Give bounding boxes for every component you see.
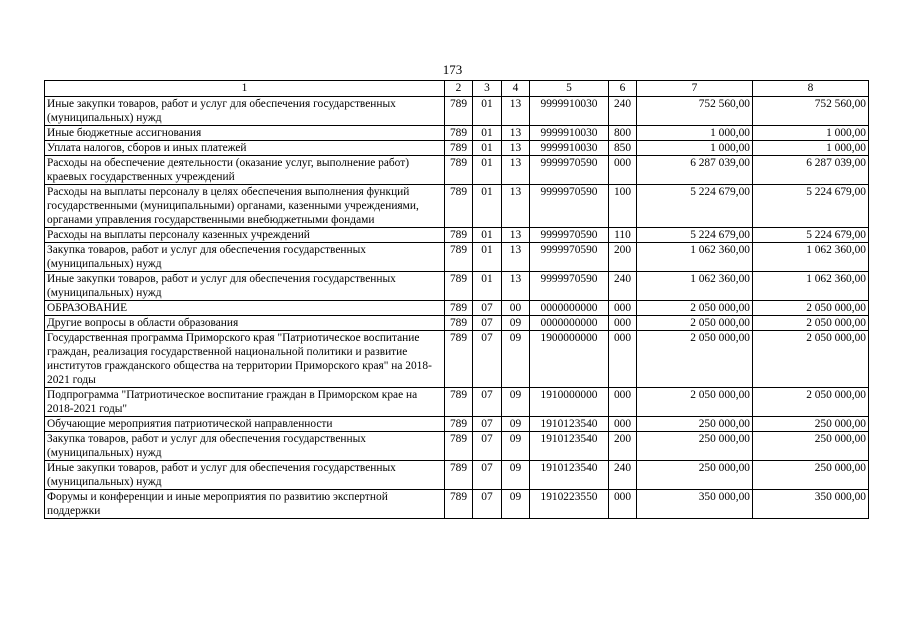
row-code-4: 13 bbox=[502, 243, 530, 272]
table-row bbox=[45, 272, 869, 301]
table-row bbox=[45, 432, 869, 461]
row-code-4: 13 bbox=[502, 272, 530, 301]
row-amount-8: 5 224 679,00 bbox=[753, 185, 869, 228]
row-amount-7: 250 000,00 bbox=[637, 417, 753, 432]
row-code-2: 789 bbox=[445, 432, 473, 461]
row-name: Государственная программа Приморского края "Патриотическое воспитание граждан, реализация государственной национальной политики и развитие институтов гражданского общества на территории Приморского края" на 2018-2021 годы bbox=[45, 331, 445, 388]
row-amount-8: 2 050 000,00 bbox=[753, 316, 869, 331]
row-code-5: 0000000000 bbox=[530, 301, 609, 316]
table-row bbox=[45, 156, 869, 185]
row-code-4: 09 bbox=[502, 417, 530, 432]
row-name: Иные закупки товаров, работ и услуг для обеспечения государственных (муниципальных) нужд bbox=[45, 272, 445, 301]
row-amount-7: 2 050 000,00 bbox=[637, 331, 753, 388]
row-amount-8: 1 000,00 bbox=[753, 126, 869, 141]
row-code-2: 789 bbox=[445, 490, 473, 519]
row-code-3: 01 bbox=[473, 272, 502, 301]
row-name: Иные бюджетные ассигнования bbox=[45, 126, 445, 141]
row-code-4: 09 bbox=[502, 432, 530, 461]
row-amount-8: 6 287 039,00 bbox=[753, 156, 869, 185]
row-code-6: 240 bbox=[609, 461, 637, 490]
row-code-4: 09 bbox=[502, 461, 530, 490]
row-code-3: 01 bbox=[473, 97, 502, 126]
row-code-3: 01 bbox=[473, 156, 502, 185]
row-code-3: 01 bbox=[473, 185, 502, 228]
row-name: Закупка товаров, работ и услуг для обеспечения государственных (муниципальных) нужд bbox=[45, 243, 445, 272]
row-amount-7: 2 050 000,00 bbox=[637, 316, 753, 331]
row-code-4: 09 bbox=[502, 316, 530, 331]
column-header: 8 bbox=[753, 81, 869, 97]
table-row bbox=[45, 243, 869, 272]
row-name: Расходы на выплаты персоналу казенных учреждений bbox=[45, 228, 445, 243]
row-code-6: 240 bbox=[609, 97, 637, 126]
row-amount-7: 350 000,00 bbox=[637, 490, 753, 519]
row-code-6: 200 bbox=[609, 432, 637, 461]
row-code-2: 789 bbox=[445, 126, 473, 141]
row-code-4: 13 bbox=[502, 97, 530, 126]
row-amount-8: 2 050 000,00 bbox=[753, 301, 869, 316]
row-amount-8: 5 224 679,00 bbox=[753, 228, 869, 243]
row-code-2: 789 bbox=[445, 243, 473, 272]
row-code-2: 789 bbox=[445, 331, 473, 388]
table-row bbox=[45, 461, 869, 490]
table-row bbox=[45, 490, 869, 519]
row-code-2: 789 bbox=[445, 141, 473, 156]
row-amount-8: 1 000,00 bbox=[753, 141, 869, 156]
table-row bbox=[45, 185, 869, 228]
row-code-5: 9999970590 bbox=[530, 228, 609, 243]
row-amount-7: 250 000,00 bbox=[637, 461, 753, 490]
row-code-4: 09 bbox=[502, 388, 530, 417]
row-amount-8: 250 000,00 bbox=[753, 417, 869, 432]
row-amount-8: 250 000,00 bbox=[753, 432, 869, 461]
row-code-5: 1900000000 bbox=[530, 331, 609, 388]
row-amount-7: 250 000,00 bbox=[637, 432, 753, 461]
row-amount-7: 1 062 360,00 bbox=[637, 272, 753, 301]
row-code-5: 9999910030 bbox=[530, 97, 609, 126]
row-amount-8: 1 062 360,00 bbox=[753, 272, 869, 301]
row-code-6: 000 bbox=[609, 301, 637, 316]
row-code-6: 200 bbox=[609, 243, 637, 272]
row-name: Форумы и конференции и иные мероприятия по развитию экспертной поддержки bbox=[45, 490, 445, 519]
row-name: Иные закупки товаров, работ и услуг для обеспечения государственных (муниципальных) нужд bbox=[45, 461, 445, 490]
column-header: 2 bbox=[445, 81, 473, 97]
row-amount-8: 250 000,00 bbox=[753, 461, 869, 490]
row-amount-8: 2 050 000,00 bbox=[753, 388, 869, 417]
row-amount-7: 6 287 039,00 bbox=[637, 156, 753, 185]
row-code-3: 07 bbox=[473, 331, 502, 388]
row-code-4: 09 bbox=[502, 331, 530, 388]
budget-table bbox=[44, 80, 869, 519]
row-code-4: 13 bbox=[502, 156, 530, 185]
table-header-row bbox=[45, 81, 869, 97]
row-code-5: 1910223550 bbox=[530, 490, 609, 519]
column-header: 5 bbox=[530, 81, 609, 97]
row-code-4: 13 bbox=[502, 185, 530, 228]
row-code-5: 9999910030 bbox=[530, 141, 609, 156]
row-code-3: 01 bbox=[473, 228, 502, 243]
row-code-5: 0000000000 bbox=[530, 316, 609, 331]
table-row bbox=[45, 331, 869, 388]
column-header: 1 bbox=[45, 81, 445, 97]
row-code-2: 789 bbox=[445, 185, 473, 228]
row-code-3: 07 bbox=[473, 316, 502, 331]
row-code-5: 9999970590 bbox=[530, 156, 609, 185]
row-amount-7: 1 000,00 bbox=[637, 126, 753, 141]
row-code-6: 800 bbox=[609, 126, 637, 141]
row-code-2: 789 bbox=[445, 417, 473, 432]
row-code-2: 789 bbox=[445, 316, 473, 331]
row-code-3: 07 bbox=[473, 388, 502, 417]
table-row bbox=[45, 316, 869, 331]
row-code-4: 13 bbox=[502, 141, 530, 156]
row-code-3: 01 bbox=[473, 126, 502, 141]
row-code-5: 9999970590 bbox=[530, 243, 609, 272]
row-code-4: 13 bbox=[502, 126, 530, 141]
row-code-5: 9999970590 bbox=[530, 272, 609, 301]
row-amount-7: 2 050 000,00 bbox=[637, 301, 753, 316]
row-name: Обучающие мероприятия патриотической направленности bbox=[45, 417, 445, 432]
row-amount-7: 1 000,00 bbox=[637, 141, 753, 156]
table-row bbox=[45, 228, 869, 243]
row-code-6: 110 bbox=[609, 228, 637, 243]
row-code-4: 13 bbox=[502, 228, 530, 243]
row-code-6: 000 bbox=[609, 388, 637, 417]
row-code-3: 01 bbox=[473, 243, 502, 272]
row-name: Закупка товаров, работ и услуг для обеспечения государственных (муниципальных) нужд bbox=[45, 432, 445, 461]
row-name: Расходы на выплаты персоналу в целях обеспечения выполнения функций государственными (муниципальными) органами, казенными учреждениями, органами управления государственными внебюджетными фондами bbox=[45, 185, 445, 228]
column-header: 3 bbox=[473, 81, 502, 97]
row-code-3: 07 bbox=[473, 301, 502, 316]
row-code-6: 000 bbox=[609, 156, 637, 185]
row-code-2: 789 bbox=[445, 228, 473, 243]
table-row bbox=[45, 388, 869, 417]
row-code-6: 000 bbox=[609, 316, 637, 331]
row-code-6: 000 bbox=[609, 331, 637, 388]
row-amount-7: 1 062 360,00 bbox=[637, 243, 753, 272]
row-code-4: 00 bbox=[502, 301, 530, 316]
row-name: Подпрограмма "Патриотическое воспитание граждан в Приморском крае на 2018-2021 годы" bbox=[45, 388, 445, 417]
table-row bbox=[45, 301, 869, 316]
row-name: Другие вопросы в области образования bbox=[45, 316, 445, 331]
page-number: 173 bbox=[442, 62, 463, 77]
row-code-6: 850 bbox=[609, 141, 637, 156]
row-code-5: 1910123540 bbox=[530, 417, 609, 432]
row-code-2: 789 bbox=[445, 301, 473, 316]
row-amount-7: 2 050 000,00 bbox=[637, 388, 753, 417]
row-code-5: 9999970590 bbox=[530, 185, 609, 228]
row-code-5: 1910000000 bbox=[530, 388, 609, 417]
row-code-2: 789 bbox=[445, 461, 473, 490]
table-row bbox=[45, 417, 869, 432]
row-amount-8: 752 560,00 bbox=[753, 97, 869, 126]
table-row bbox=[45, 126, 869, 141]
row-amount-8: 2 050 000,00 bbox=[753, 331, 869, 388]
row-name: Расходы на обеспечение деятельности (оказание услуг, выполнение работ) краевых государственных учреждений bbox=[45, 156, 445, 185]
row-code-3: 07 bbox=[473, 432, 502, 461]
row-code-5: 1910123540 bbox=[530, 432, 609, 461]
column-header: 7 bbox=[637, 81, 753, 97]
row-code-3: 07 bbox=[473, 417, 502, 432]
row-amount-7: 5 224 679,00 bbox=[637, 228, 753, 243]
row-code-2: 789 bbox=[445, 272, 473, 301]
row-code-3: 07 bbox=[473, 461, 502, 490]
row-code-5: 1910123540 bbox=[530, 461, 609, 490]
row-code-5: 9999910030 bbox=[530, 126, 609, 141]
row-name: Иные закупки товаров, работ и услуг для обеспечения государственных (муниципальных) нужд bbox=[45, 97, 445, 126]
row-amount-8: 1 062 360,00 bbox=[753, 243, 869, 272]
row-code-6: 000 bbox=[609, 490, 637, 519]
row-code-3: 01 bbox=[473, 141, 502, 156]
row-amount-7: 5 224 679,00 bbox=[637, 185, 753, 228]
row-name: ОБРАЗОВАНИЕ bbox=[45, 301, 445, 316]
row-code-4: 09 bbox=[502, 490, 530, 519]
row-code-6: 100 bbox=[609, 185, 637, 228]
row-code-3: 07 bbox=[473, 490, 502, 519]
row-name: Уплата налогов, сборов и иных платежей bbox=[45, 141, 445, 156]
row-code-2: 789 bbox=[445, 156, 473, 185]
column-header: 4 bbox=[502, 81, 530, 97]
row-amount-8: 350 000,00 bbox=[753, 490, 869, 519]
row-code-2: 789 bbox=[445, 388, 473, 417]
table-row bbox=[45, 97, 869, 126]
column-header: 6 bbox=[609, 81, 637, 97]
row-code-2: 789 bbox=[445, 97, 473, 126]
row-code-6: 240 bbox=[609, 272, 637, 301]
table-row bbox=[45, 141, 869, 156]
row-code-6: 000 bbox=[609, 417, 637, 432]
row-amount-7: 752 560,00 bbox=[637, 97, 753, 126]
